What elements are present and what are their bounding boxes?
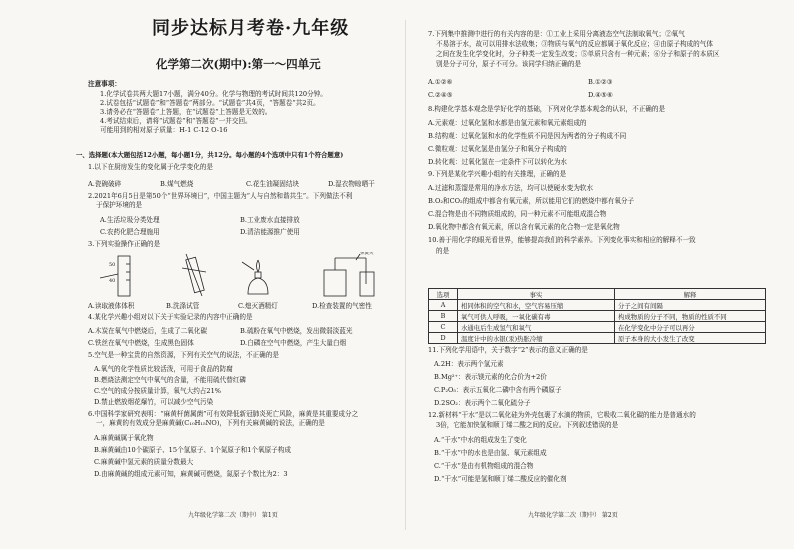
- airtightness-apparatus-figure: [324, 254, 374, 296]
- option: A.①②⑥: [428, 78, 453, 86]
- option: C.混合物是由不同物质组成的，同一种元素不可能组成混合物: [428, 210, 607, 218]
- option: B.煤气燃烧: [160, 180, 194, 188]
- option: D.转化观：过氧化氢在一定条件下可以转化为水: [428, 158, 568, 166]
- option: C.花生油凝固结块: [246, 180, 300, 188]
- facts-table: [428, 288, 766, 344]
- option: C.②④⑤: [428, 91, 453, 99]
- svg-text:40: 40: [109, 278, 116, 284]
- graduated-cylinder-figure: [100, 256, 130, 296]
- question-stem: 4.某化学兴趣小组对以下关于实验记录的内容中正确的是: [88, 313, 253, 321]
- page-footer: 九年级化学第二次（期中） 第2页: [528, 512, 618, 519]
- note-line: 4.考试结束后，请将“试题卷”和“答题卷”一并交回。: [100, 117, 252, 125]
- option: B.Mg²⁺：表示镁元素的化合价为+2价: [434, 373, 547, 381]
- option: C.“干水”是由有机物组成的混合物: [434, 462, 534, 470]
- option: D.由麻黄碱的组成元素可知，麻黄碱可燃烧，氮原子个数比为2：3: [94, 470, 288, 478]
- note-line: 1.化学试卷共两大题17小题，满分40分。化学与物理的考试时间共120分钟。: [100, 90, 327, 98]
- table-header: 事实: [458, 289, 615, 300]
- option: D.清洁能源推广使用: [240, 228, 300, 236]
- option: D.④⑤⑥: [588, 91, 613, 99]
- question-stem: 一，麻黄的有效成分是麻黄碱(C₁₀H₁₅NO)，下列有关麻黄碱的说法，正确的是: [96, 419, 325, 427]
- option: B.麻黄碱由10个碳原子、15个氢原子、1个氮原子和1个氧原子构成: [94, 446, 291, 454]
- question-stem: 11.下列化学用语中，关于数字“2”表示的意义正确的是: [428, 346, 588, 354]
- page-footer: 九年级化学第二次（期中） 第1页: [188, 512, 278, 519]
- question-stem: 3倍，它能加快氢和顺丁烯二酸之间的反应。下列叙述错误的是: [436, 421, 619, 429]
- option: A.2H：表示两个氢元素: [434, 360, 504, 368]
- option: C.P₂O₅：表示五氧化二磷中含有两个磷原子: [434, 386, 562, 394]
- option: A.木炭在氧气中燃烧后，生成了二氧化碳: [88, 327, 207, 335]
- left-page: [76, 0, 393, 549]
- note-line: 可能用到的相对原子质量：H-1 C-12 O-16: [100, 126, 228, 134]
- notes-heading: 注意事项：: [88, 80, 121, 88]
- table-cell: D: [429, 333, 458, 344]
- question-stem: 12.新材料“干水”是以二氧化硅为外壳包裹了水滴的物质，它吸收二氧化碳的能力是普通水的: [428, 411, 696, 419]
- table-header: 选项: [429, 289, 458, 300]
- question-stem: 之间在发生化学变化时，分子种类一定发生改变；⑤单质只含有一种元素；⑥分子和原子的本质区: [436, 50, 720, 58]
- question-stem: 2.2021年6月5日是第50个“世界环境日”，中国主题为“人与自然和谐共生”。下列做法不利: [88, 192, 353, 200]
- exam-subtitle: 化学第二次(期中):第一～四单元: [156, 57, 321, 71]
- question-stem: 6.中国科学家研究表明：“麻黄杆菌属菌”可有效降低新冠肺炎死亡风险，麻黄是其重要成分之: [88, 410, 359, 418]
- right-page: [428, 0, 768, 549]
- table-cell: C: [429, 322, 458, 333]
- option: B.燃烧法测定空气中氧气的含量，不能用硫代替红磷: [94, 376, 247, 384]
- alcohol-lamp-figure: [242, 260, 268, 294]
- option: C.微粒观：过氧化氢是由氢分子和氧分子构成的: [428, 145, 567, 153]
- section-heading: 一、选择题(本大题包括12小题，每小题1分，共12分。每小题的4个选项中只有1个符合题意): [76, 151, 344, 159]
- question-stem: 不易溶于水，故可以用排水法收集；③物质与氧气的反应都属于氧化反应；④由原子构成的气体: [436, 40, 713, 48]
- table-cell: 在化学变化中分子可以再分: [615, 322, 766, 333]
- question-stem: 9.下列是某化学兴趣小组的有关推理，正确的是: [428, 170, 567, 178]
- svg-text:50: 50: [109, 262, 116, 268]
- question-stem: 3.下列实验操作正确的是: [88, 240, 161, 248]
- table-row: [429, 322, 766, 333]
- table-cell: 温度计中的水银(汞)热胀冷缩: [458, 333, 615, 344]
- table-cell: 分子之间有间隔: [615, 300, 766, 311]
- option: D.禁止燃放烟花爆竹，可以减少空气污染: [94, 398, 214, 406]
- exam-title: 同步达标月考卷·九年级: [152, 18, 350, 39]
- table-row: [429, 311, 766, 322]
- table-cell: 水通电后生成氢气和氧气: [458, 322, 615, 333]
- question-stem: 别是分子可分，原子不可分。该同学归纳正确的是: [436, 60, 582, 68]
- table-header-row: [429, 289, 766, 300]
- option: B.硫粉在氧气中燃烧，发出微弱淡蓝光: [240, 327, 353, 335]
- question-stem: 于保护环境的是: [96, 201, 143, 209]
- option: D.“干水”可能是氢和顺丁烯二酸反应的催化剂: [434, 475, 567, 483]
- page-fold: [405, 20, 406, 530]
- option: A.元素观：过氧化氢和水都是由氢元素和氧元素组成的: [428, 119, 587, 127]
- question-stem: 5.空气是一种宝贵的自然资源，下列有关空气的说法，不正确的是: [88, 351, 279, 359]
- option: B.①②③: [588, 78, 613, 86]
- question-stem: 8.构建化学基本观念是学好化学的基础，下列对化学基本观念的认识，不正确的是: [428, 105, 666, 113]
- table-row: [429, 300, 766, 311]
- note-line: 2.试卷包括“试题卷”和“答题卷”两部分。“试题卷”共4页，“答题卷”共2页。: [100, 99, 320, 107]
- table-cell: B: [429, 311, 458, 322]
- question-stem: 的是: [436, 247, 450, 255]
- question-stem: 1.以下在厨房发生的变化属于化学变化的是: [88, 163, 213, 171]
- option: A.氧气的化学性质比较活泼，可用于食品的防腐: [94, 365, 233, 373]
- option: C.空气的成分按质量计算，氧气大约占21%: [94, 387, 222, 395]
- table-row: [429, 333, 766, 344]
- option: A.过滤和蒸馏是常用的净水方法，均可以使硬水变为软水: [428, 184, 594, 192]
- option: A.生活垃圾分类处理: [100, 216, 160, 224]
- option: D.2SO₂：表示两个二氧化硫分子: [434, 399, 531, 407]
- option: B.工业废水直接排放: [240, 216, 300, 224]
- table-cell: 相同体积的空气和水，空气容易压缩: [458, 300, 615, 311]
- question-stem: 10.善于用化学的眼光看世界，能够提高我们的科学素养。下列变化事实和相应的解释不一致: [428, 236, 696, 244]
- option: B.洗涤试管: [166, 302, 200, 310]
- option: A.麻黄碱属于氧化物: [94, 434, 154, 442]
- question-stem: 7.下列集中推测中进行的有关内容的是：①工业上采用分离液态空气法制取氧气；②氧气: [428, 30, 685, 38]
- option: B.结构观：过氧化氢和水的化学性质不同是因为两者的分子构成不同: [428, 132, 627, 140]
- option: D.氧化物中都含有氧元素，所以含有氧元素的化合物一定是氧化物: [428, 223, 620, 231]
- table-cell: 氧气可供人呼吸，一氧化碳有毒: [458, 311, 615, 322]
- option: C.农药化肥合理施用: [100, 228, 160, 236]
- option: C.熄灭酒精灯: [238, 302, 278, 310]
- table-cell: 构成物质的分子不同，物质的性质不同: [615, 311, 766, 322]
- option: A.读取液体体积: [88, 302, 135, 310]
- option: A.瓷碗破碎: [88, 180, 122, 188]
- spring-clip-label: 弹簧夹: [360, 252, 374, 256]
- option: B.“干水”中的水也是由氢、氧元素组成: [434, 449, 547, 457]
- option: D.检查装置的气密性: [312, 302, 372, 310]
- option: D.湿衣物晾晒干: [328, 180, 375, 188]
- note-line: 3.请务必在“答题卷”上答题，在“试题卷”上答题是无效的。: [100, 108, 272, 116]
- table-header: 解释: [615, 289, 766, 300]
- option: B.O₂和CO₂的组成中都含有氧元素，所以能用它们的燃烧中都有氧分子: [428, 197, 635, 205]
- table-cell: 原子本身的大小发生了改变: [615, 333, 766, 344]
- test-tube-brush-figure: [182, 254, 206, 296]
- table-cell: A: [429, 300, 458, 311]
- experiment-figures: [98, 252, 388, 300]
- option: C.麻黄碱中氢元素的质量分数最大: [94, 458, 194, 466]
- option: A.“干水”中水的组成发生了变化: [434, 436, 527, 444]
- option: D.白磷在空气中燃烧，产生大量白烟: [240, 339, 347, 347]
- option: C.铁丝在氧气中燃烧，生成黑色固体: [88, 339, 194, 347]
